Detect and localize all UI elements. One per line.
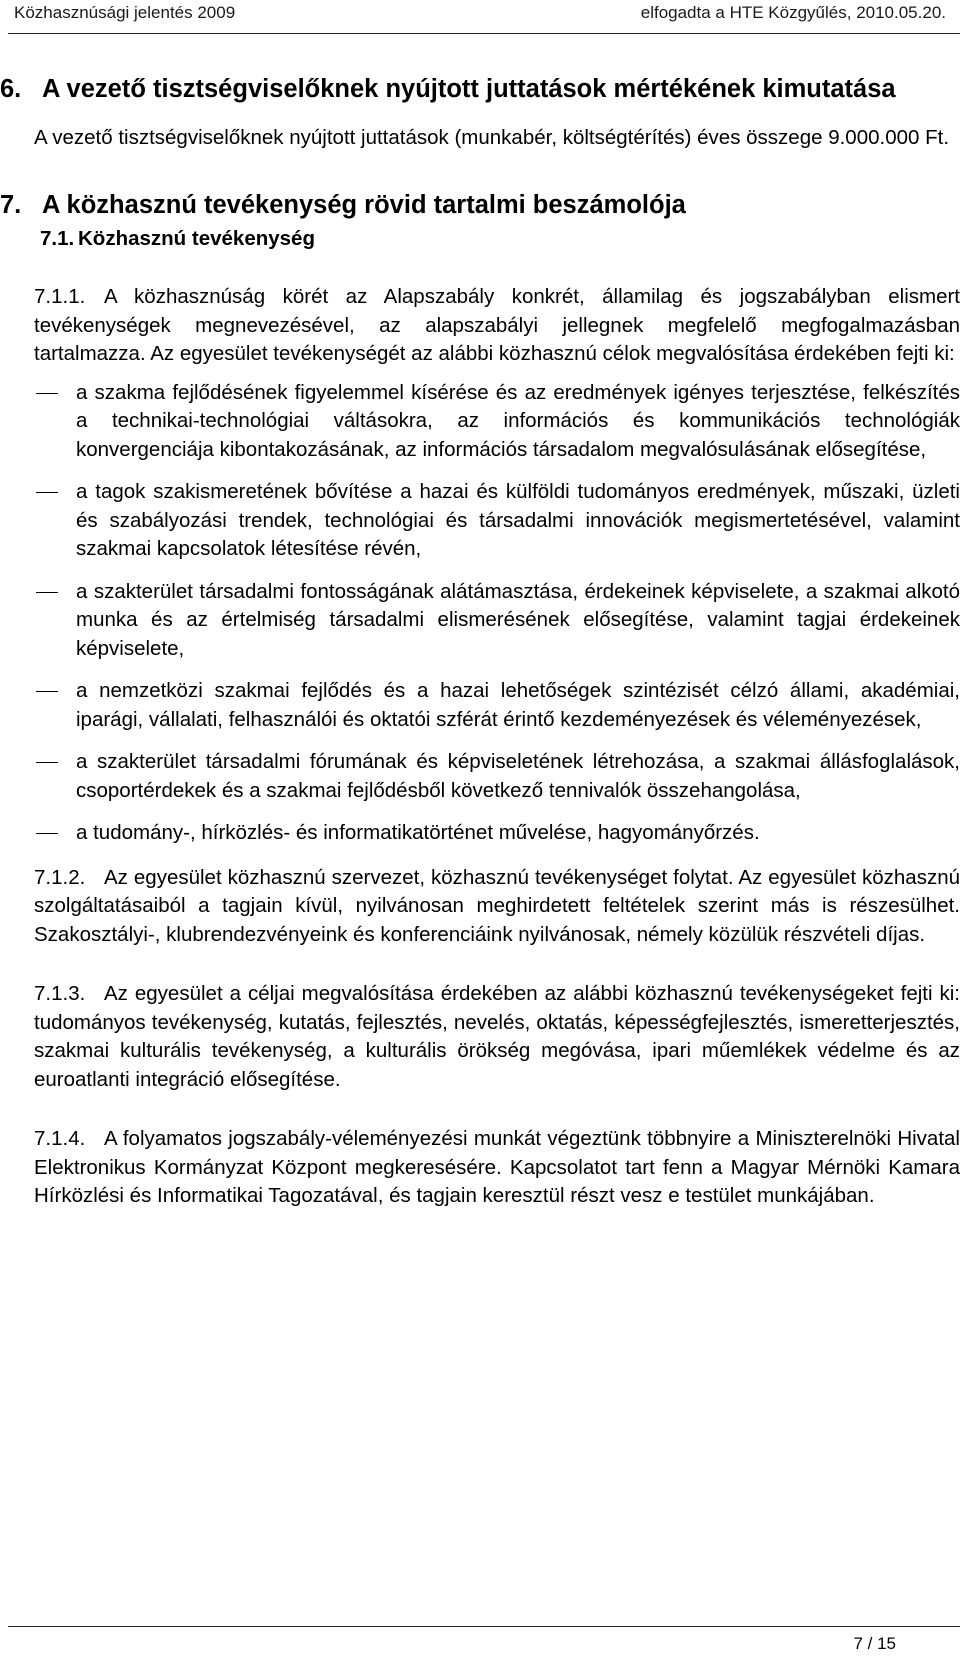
section-7-heading — [0, 188, 960, 222]
dash-bullet-icon — [36, 393, 58, 394]
page-header — [14, 3, 946, 29]
paragraph-7-1-2-text: Az egyesület közhasznú szervezet, közhasznú tevékenységet folytat. Az egyesület közhasznú szolgáltatásaiból a tagjain kívül, nyilvánosan meghirdetett feltételek szerint más is részesülhet. Szakosztályi-, klubrendezvényeink és konferenciáink nyilvánosak, némely közülük részvételi díjas. — [34, 865, 960, 946]
section-6-title: A vezető tisztségviselőknek nyújtott juttatások mértékének kimutatása — [42, 75, 896, 103]
page-number: 7 / 15 — [853, 1634, 896, 1653]
document-body — [0, 72, 960, 1211]
paragraph-7-1-3-text: Az egyesület a céljai megvalósítása érdekében az alábbi közhasznú tevékenységeket fejti ki: tudományos tevékenység, kutatás, fejlesztés, nevelés, oktatás, képességfejlesztés, ismeretterjesztés, szakmai kulturális tevékenység, a kulturális örökség megóvása, ipari műemlékek védelme és az euroatlanti integráció elősegítése. — [34, 982, 960, 1091]
section-6-heading — [0, 72, 960, 106]
list-item: a szakterület társadalmi fórumának és képviseletének létrehozása, a szakmai állásfoglalások, csoportérdekek és a szakmai fejlődésből következő tennivalók összehangolása, — [34, 748, 960, 805]
dash-bullet-icon — [36, 592, 58, 593]
paragraph-7-1-2 — [34, 864, 960, 950]
section-7-title: A közhasznú tevékenység rövid tartalmi beszámolója — [42, 191, 686, 219]
section-7-1-title: Közhasznú tevékenység — [78, 227, 315, 250]
section-7-1-number: 7.1. — [40, 227, 75, 250]
section-7-number: 7. — [0, 191, 22, 219]
list-item: a nemzetközi szakmai fejlődés és a hazai lehetőségek szintézisét célzó állami, akadémiai, iparági, vállalati, felhasználói és oktatói szférát érintő kezdeményezések és véleményezések, — [34, 677, 960, 734]
paragraph-7-1-1-text: A közhasznúság körét az Alapszabály konkrét, államilag és jogszabályban elismert tevékenységek megnevezésével, az alapszabályi jellegnek megfelelő megfogalmazásban tartalmazza. Az egyesület tevékenységét az alábbi közhasznú célok megvalósítása érdekében fejti ki: — [34, 285, 960, 365]
list-item: a szakma fejlődésének figyelemmel kísérése és az eredmények igényes terjesztése, felkészítés a technikai-technológiai váltásokra, az információs és kommunikációs technológiák konvergenciája kibontakozásának, az információs társadalom megvalósulásának elősegítése, — [34, 379, 960, 465]
header-left-text: Közhasznúsági jelentés 2009 — [14, 3, 236, 22]
list-item: a szakterület társadalmi fontosságának alátámasztása, érdekeinek képviselete, a szakmai alkotó munka és az értelmiség társadalmi elismerésének elősegítése, valamint tagjai érdekeinek képviselete, — [34, 578, 960, 664]
dash-bullet-icon — [36, 833, 58, 834]
section-6-paragraph: A vezető tisztségviselőknek nyújtott juttatások (munkabér, költségtérítés) éves összege 9.000.000 Ft. — [34, 126, 950, 149]
paragraph-7-1-4 — [34, 1125, 960, 1211]
header-right-text: elfogadta a HTE Közgyűlés, 2010.05.20. — [640, 3, 946, 22]
dash-bullet-icon — [36, 762, 58, 763]
section-7-1-heading — [40, 226, 960, 252]
dash-bullet-icon — [36, 492, 58, 493]
paragraph-7-1-4-number: 7.1.4. — [34, 1127, 86, 1150]
goals-list — [34, 379, 960, 848]
section-6-number: 6. — [0, 75, 22, 103]
paragraph-7-1-1-number: 7.1.1. — [34, 285, 86, 308]
footer-divider — [8, 1626, 960, 1627]
paragraph-7-1-1 — [34, 283, 960, 369]
list-item: a tudomány-, hírközlés- és informatikatörténet művelése, hagyományőrzés. — [34, 819, 960, 848]
paragraph-7-1-3 — [34, 980, 960, 1094]
list-item: a tagok szakismeretének bővítése a hazai és külföldi tudományos eredmények, műszaki, üzleti és szabályozási trendek, technológiai és társadalmi innovációk megismertetésével, valamint szakmai kapcsolatok létesítése révén, — [34, 478, 960, 564]
paragraph-7-1-3-number: 7.1.3. — [34, 982, 86, 1005]
paragraph-7-1-2-number: 7.1.2. — [34, 865, 86, 889]
header-divider — [8, 33, 960, 34]
paragraph-7-1-4-text: A folyamatos jogszabály-véleményezési munkát végeztünk többnyire a Miniszterelnöki Hivatal Elektronikus Kormányzat Központ megkeresésére. Kapcsolatot tart fenn a Magyar Mérnöki Kamara Hírközlési és Informatikai Tagozatával, és tagjain keresztül részt vesz e testület munkájában. — [34, 1127, 960, 1207]
dash-bullet-icon — [36, 691, 58, 692]
